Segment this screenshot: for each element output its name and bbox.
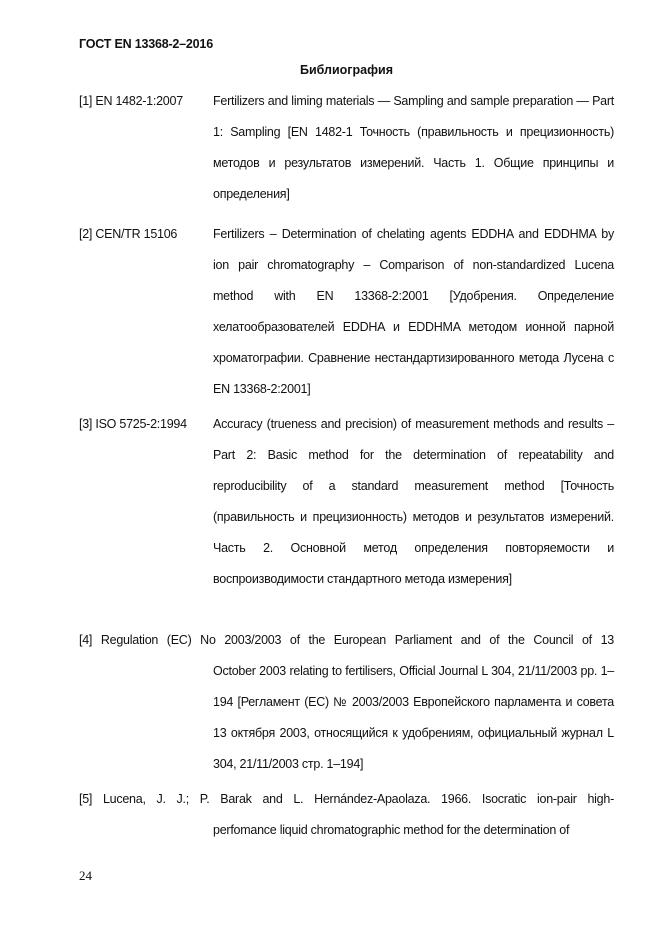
entry-label: [2] CEN/TR 15106 <box>79 227 178 241</box>
page-title: Библиография <box>299 63 394 77</box>
entry-first-line: [4] Regulation (EC) No 2003/2003 of the European Parliament and of the Council of 13 <box>79 633 614 647</box>
bibliography-entry <box>79 409 614 595</box>
entry-text: perfomance liquid chromatographic method for the determination of <box>213 823 570 837</box>
bibliography-entry <box>79 625 614 780</box>
entry-text: Fertilizers – Determination of chelating agents EDDHA and EDDHMA by ion pair chromatography – Comparison of non-standardized Lucena method with EN 13368-2:2001 [Удобрения. Определение хелатообразователей EDDHA и EDDHMA методом ионной парной хроматографии. Сравнение нестандартизированного метода Лусена с EN 13368-2:2001] <box>213 227 614 396</box>
page-number: 24 <box>79 868 92 883</box>
bibliography-entry <box>79 784 614 846</box>
entry-text: October 2003 relating to fertilisers, Official Journal L 304, 21/11/2003 pp. 1–194 [Регламент (ЕС) № 2003/2003 Европейского парламента и совета 13 октября 2003, относящийся к удобрениям, официальный журнал L 304, 21/11/2003 стр. 1–194] <box>213 664 614 771</box>
bibliography-entry <box>79 86 614 210</box>
entry-label: [3] ISO 5725-2:1994 <box>79 417 187 431</box>
entry-text: Accuracy (trueness and precision) of measurement methods and results – Part 2: Basic method for the determination of repeatability and reproducibility of a standard measurement method [Точность (правильность и прецизионность) методов и результатов измерений. Часть 2. Основной метод определения повторяемости и воспроизводимости стандартного метода измерения] <box>213 417 614 586</box>
bibliography-entry <box>79 219 614 405</box>
document-header: ГОСТ EN 13368-2–2016 <box>79 37 213 51</box>
entry-label: [1] EN 1482-1:2007 <box>79 94 183 108</box>
entry-first-line: [5] Lucena, J. J.; P. Barak and L. Hernández-Apaolaza. 1966. Isocratic ion-pair high- <box>79 792 614 806</box>
entry-text: Fertilizers and liming materials — Sampling and sample preparation — Part 1: Sampling [EN 1482-1 Точность (правильность и прецизионность) методов и результатов измерений. Часть 1. Общие принципы и определения] <box>213 94 614 201</box>
